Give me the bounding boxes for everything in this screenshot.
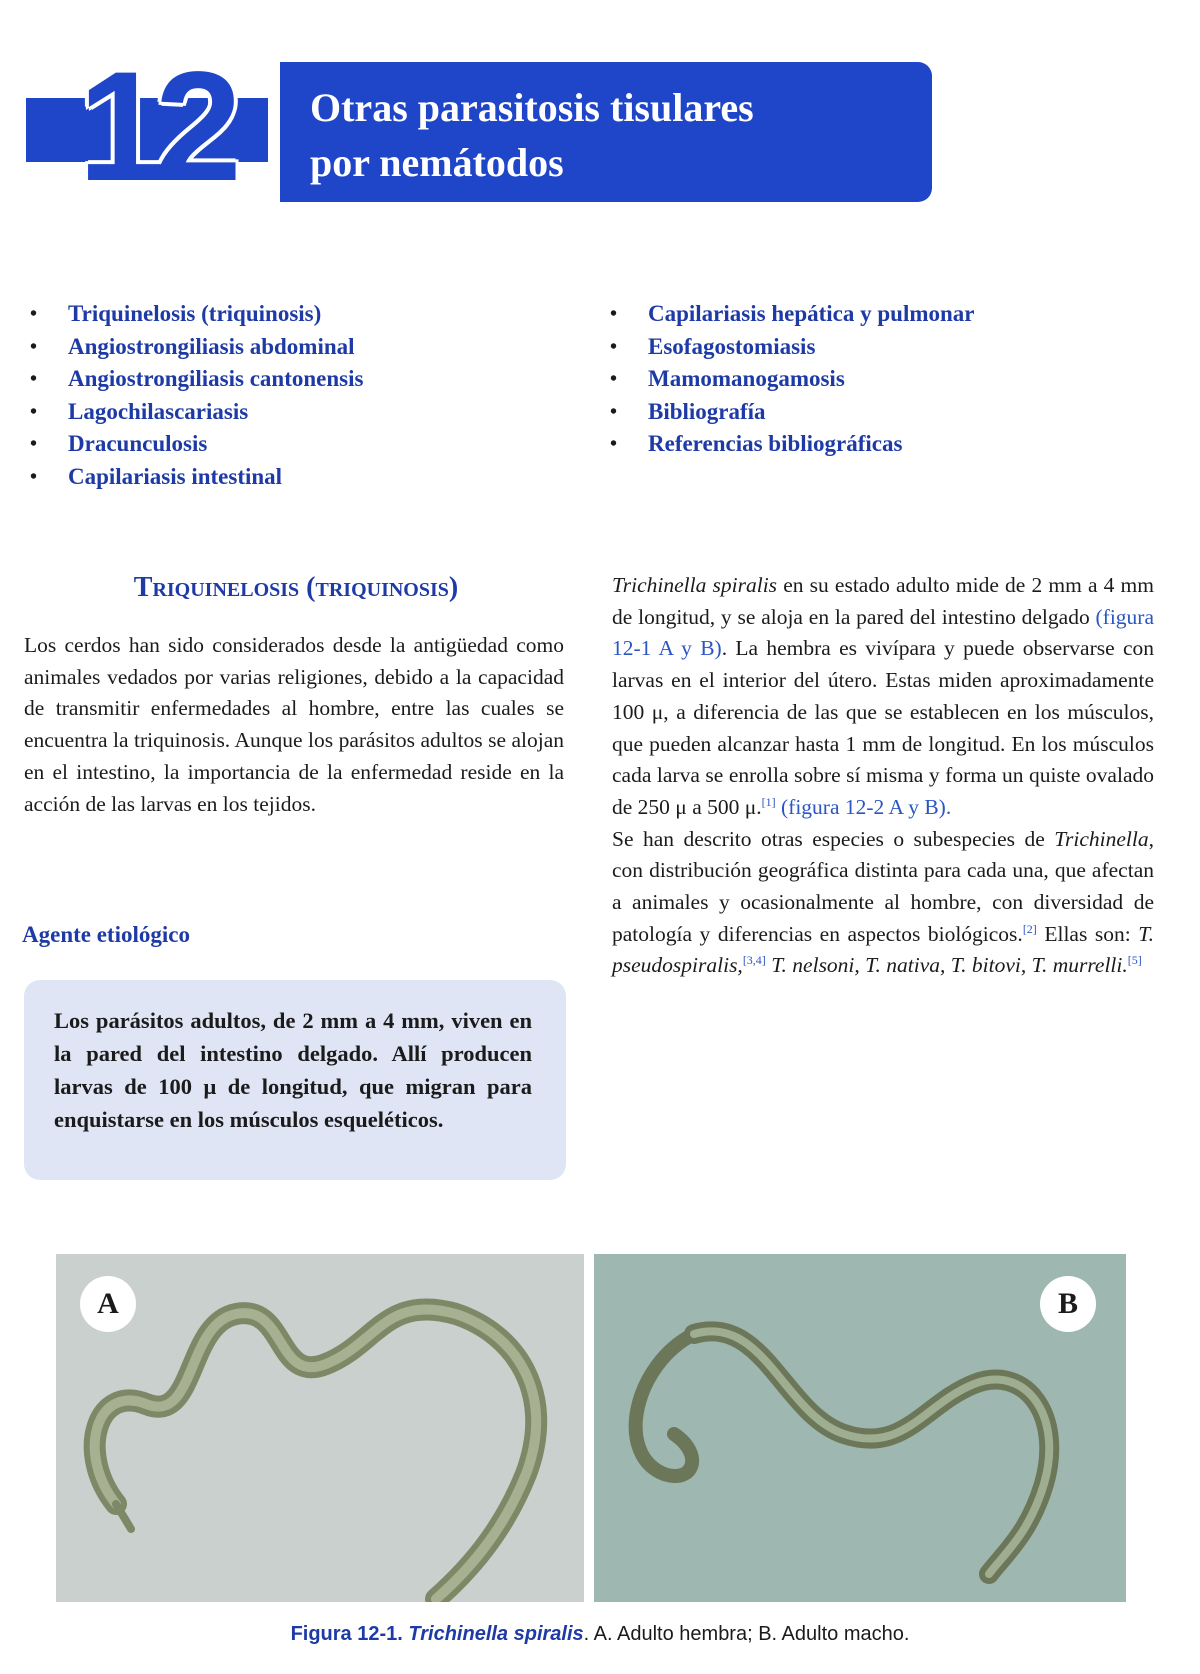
chapter-number: 12 [78,40,232,214]
highlight-text: Los parásitos adultos, de 2 mm a 4 mm, viven en la pared del intestino delgado. Allí producen larvas de 100 μ de longitud, que migran para enquistarse en los músculos esqueléticos. [54,1008,532,1132]
bullet-icon: • [610,303,618,325]
species-name: Trichinella spiralis [612,573,778,597]
figure-caption [0,1620,1200,1648]
figure-panel-b [594,1254,1126,1602]
figure-species: Trichinella spiralis [408,1623,584,1645]
figure-panel-a [56,1254,584,1602]
toc-right-column [608,298,975,461]
bullet-icon: • [610,368,618,390]
toc-item[interactable]: • Referencias bibliográficas [608,428,975,461]
chapter-title-line2: por nemátodos [310,140,564,185]
toc-item[interactable]: • Triquinelosis (triquinosis) [28,298,363,331]
citation-link[interactable]: [5] [1127,953,1142,968]
text-run: Ellas son: [1036,921,1139,946]
section-heading: Triquinelosis (triquinosis) [133,572,459,603]
citation-link[interactable]: [1] [761,794,776,809]
bullet-icon: • [610,400,618,423]
figure-number: Figura 12-1. [290,1623,403,1645]
bullet-icon: • [30,368,38,390]
toc-item[interactable]: • Angiostrongiliasis abdominal [28,331,363,364]
panel-label-a: A [80,1276,136,1332]
right-column-text [612,570,1154,982]
toc-item[interactable]: • Mamomanogamosis [608,363,975,396]
chapter-title-line1: Otras parasitosis tisulares [310,85,754,130]
toc-item[interactable]: • Angiostrongiliasis cantonensis [28,363,363,396]
bullet-icon: • [610,335,618,358]
bullet-icon: • [30,303,38,325]
text-run: . La hembra es vivípara y puede observarse con larvas en el interior del útero. Estas miden aproximadamente 100 μ, a diferencia de las que se establecen en los músculos, que pueden alcanzar hasta 1 mm de longitud. En los músculos cada larva se enrolla sobre sí misma y forma un quiste ovalado de 250 μ a 500 μ. [612,636,1154,819]
toc-left-column [28,298,363,493]
text-run: , con distribución geográfica distinta para cada una, que afectan a animales y ocasionalmente al hombre, con diversidad de patología y diferencias en aspectos biológicos. [612,826,1154,946]
bullet-icon: • [30,465,38,488]
text-run: en su estado adulto mide de 2 mm a 4 mm de longitud, y se aloja en la pared del intestino delgado [612,573,1155,629]
citation-link[interactable]: [3,4] [742,953,766,968]
toc-item[interactable]: • Capilariasis hepática y pulmonar [608,298,975,331]
highlight-box [24,980,566,1180]
figure-reference-link[interactable]: (figura 12-2 A y B). [781,794,952,819]
panel-label-b: B [1040,1276,1096,1332]
bullet-icon: • [610,433,618,455]
intro-paragraph: Los cerdos han sido considerados desde la antigüedad como animales vedados por varias religiones, debido a la capacidad de transmitir enfermedades al hombre, entre las cuales se encuentra la triquinosis. Aunque los parásitos adultos se alojan en el intestino, la importancia de la enfermedad reside en la acción de las larvas en los tejidos. [24,633,564,816]
citation-link[interactable]: [2] [1022,921,1037,936]
figure-caption-text: . A. Adulto hembra; B. Adulto macho. [583,1623,910,1645]
species-list: T. nelsoni, T. nativa, T. bitovi, T. murrelli. [765,953,1128,978]
toc-item[interactable]: • Bibliografía [608,396,975,429]
toc-item[interactable]: • Esofagostomiasis [608,331,975,364]
text-run: Se han descrito otras especies o subespecies de [612,826,1055,851]
subheading-agente: Agente etiológico [22,922,190,947]
toc-item[interactable]: • Capilariasis intestinal [28,461,363,494]
toc-item[interactable]: • Lagochilascariasis [28,396,363,429]
chapter-title-box [280,62,932,202]
bullet-icon: • [30,400,38,423]
species-name: T. pseudospiralis, [612,921,1154,978]
toc-item[interactable]: • Dracunculosis [28,428,363,461]
genus-name: Trichinella [1054,826,1149,851]
bullet-icon: • [30,335,38,358]
bullet-icon: • [30,433,38,455]
figure-reference-link[interactable]: (figura 12-1 A y B) [612,604,1154,661]
